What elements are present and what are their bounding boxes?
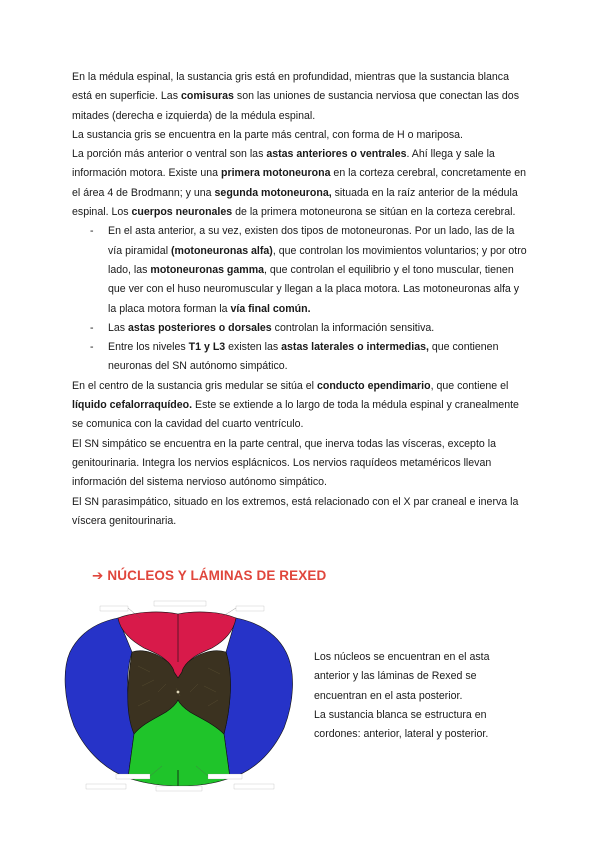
bullet-dash: - xyxy=(90,341,94,354)
paragraph-comisuras: En la médula espinal, la sustancia gris está en profundidad, mientras que la sustancia blanca está en superficie. Las comisuras son las uniones de sustancia nerviosa que conectan las dos mitades (derecha e izquierda) de la médula espinal. xyxy=(72,71,519,122)
paragraph-astas-anteriores: La porción más anterior o ventral son las astas anteriores o ventrales. Ahí llega y sale la información motora. Existe una primera motoneurona en la corteza cerebral, concretamente en el área 4 de Brodmann; y una segunda motoneurona, situada en la raíz anterior de la médula espinal. Los cuerpos neuronales de la primera motoneurona se sitúan en la corteza cerebral. xyxy=(72,148,526,219)
lateral-column-right xyxy=(224,618,293,778)
figure-label xyxy=(116,774,150,779)
figure-caption xyxy=(314,648,524,744)
paragraph-sustancia-gris: La sustancia gris se encuentra en la parte más central, con forma de H o mariposa. xyxy=(72,128,463,141)
body-text xyxy=(72,68,527,531)
bullet-item-motoneuronas xyxy=(90,222,527,318)
bullet-dash: - xyxy=(90,225,94,238)
figure-label xyxy=(154,601,206,606)
bullet-dash: - xyxy=(90,321,94,334)
bullet-item-astas-posteriores xyxy=(90,319,527,338)
bullet-text: Entre los niveles T1 y L3 existen las astas laterales o intermedias, que contienen neuronas del SN autónomo simpático. xyxy=(108,341,499,373)
paragraph-sn-parasimpatico: El SN parasimpático, situado en los extremos, está relacionado con el X par craneal e inerva la víscera genitourinaria. xyxy=(72,495,519,527)
figure-label xyxy=(234,784,274,789)
bullet-item-astas-laterales xyxy=(90,338,527,377)
figure-label xyxy=(86,784,126,789)
arrow-icon: ➔ xyxy=(92,568,104,583)
section-title: NÚCLEOS Y LÁMINAS DE REXED xyxy=(107,568,327,583)
bullet-text: Las astas posteriores o dorsales controlan la información sensitiva. xyxy=(108,321,435,334)
figure-label xyxy=(208,774,242,779)
caption-nucleos: Los núcleos se encuentran en el asta anterior y las láminas de Rexed se encuentran en el asta posterior. xyxy=(314,651,490,702)
paragraph-conducto-ependimario: En el centro de la sustancia gris medular se sitúa el conducto ependimario, que contiene el líquido cefalorraquídeo. Este se extiende a lo largo de toda la médula espinal y cranealmente se comunica con la cavidad del cuarto ventrículo. xyxy=(72,379,519,431)
caption-cordones: La sustancia blanca se estructura en cordones: anterior, lateral y posterior. xyxy=(314,708,489,741)
figure-label xyxy=(236,606,264,611)
spinal-cord-cross-section-figure xyxy=(58,596,302,794)
bullet-text: En el asta anterior, a su vez, existen dos tipos de motoneuronas. Por un lado, las de la vía piramidal (motoneuronas alfa), que controlan los movimientos voluntarios; y por otro lado, las motoneuronas gamma, que controlan el equilibrio y el tono muscular, tienen que ver con el huso neuromuscular y llegan a la placa motora. Las motoneuronas alfa y la placa motora forman la vía final común. xyxy=(108,225,527,315)
bullet-list xyxy=(72,222,527,376)
paragraph-sn-simpatico: El SN simpático se encuentra en la parte central, que inerva todas las vísceras, excepto la genitourinaria. Integra los nervios esplácnicos. Los nervios raquídeos metaméricos llevan información del sistema nervioso autónomo simpático. xyxy=(72,437,496,489)
figure-label xyxy=(156,786,202,791)
section-heading xyxy=(92,568,326,584)
central-canal xyxy=(177,691,180,694)
figure-label xyxy=(100,606,128,611)
lateral-column-left xyxy=(65,618,134,778)
